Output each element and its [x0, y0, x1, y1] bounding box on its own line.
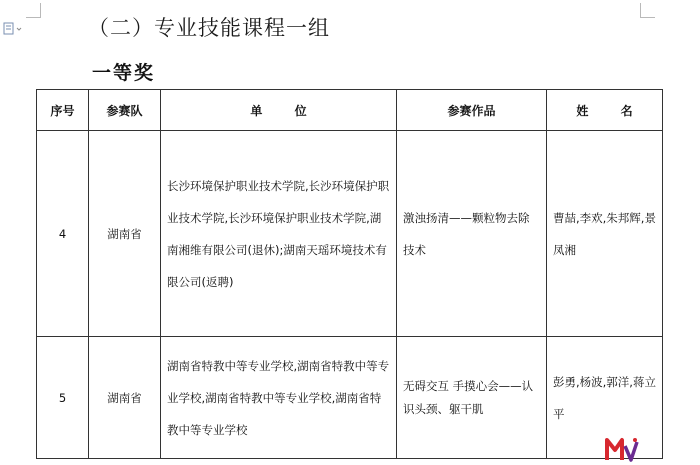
- header-index: 序号: [37, 90, 89, 131]
- row-unit: 湖南省特教中等专业学校,湖南省特教中等专业学校,湖南省特教中等专业学校,湖南省特教中等专业学校: [161, 337, 397, 459]
- header-work: 参赛作品: [397, 90, 547, 131]
- document-options-icon[interactable]: [2, 22, 24, 36]
- table-row: [37, 337, 663, 459]
- row-work: 激浊扬清——颗粒物去除技术: [397, 131, 547, 337]
- row-team: 湖南省: [89, 131, 161, 337]
- table-header-row: [37, 90, 663, 131]
- results-table: [36, 89, 663, 459]
- row-work: 无碍交互 手摸心会——认识头颈、躯干肌: [397, 337, 547, 459]
- watermark-logo-icon: [604, 436, 640, 462]
- page-corner-mark-left: [26, 3, 41, 18]
- row-names: 曹喆,李欢,朱邦辉,景凤湘: [547, 131, 663, 337]
- header-unit: 单 位: [161, 90, 397, 131]
- header-team: 参赛队: [89, 90, 161, 131]
- row-team: 湖南省: [89, 337, 161, 459]
- award-title: 一等奖: [92, 62, 156, 84]
- header-names: 姓 名: [547, 90, 663, 131]
- section-title: （二）专业技能课程一组: [88, 16, 330, 40]
- row-names: 彭勇,杨波,郭洋,蒋立平: [547, 337, 663, 459]
- row-index: 5: [37, 337, 89, 459]
- row-unit: 长沙环境保护职业技术学院,长沙环境保护职业技术学院,长沙环境保护职业技术学院,湖南湘维有限公司(退休);湖南天瑶环境技术有限公司(返聘): [161, 131, 397, 337]
- row-index: 4: [37, 131, 89, 337]
- table-row: [37, 131, 663, 337]
- page-corner-mark-right: [640, 3, 655, 18]
